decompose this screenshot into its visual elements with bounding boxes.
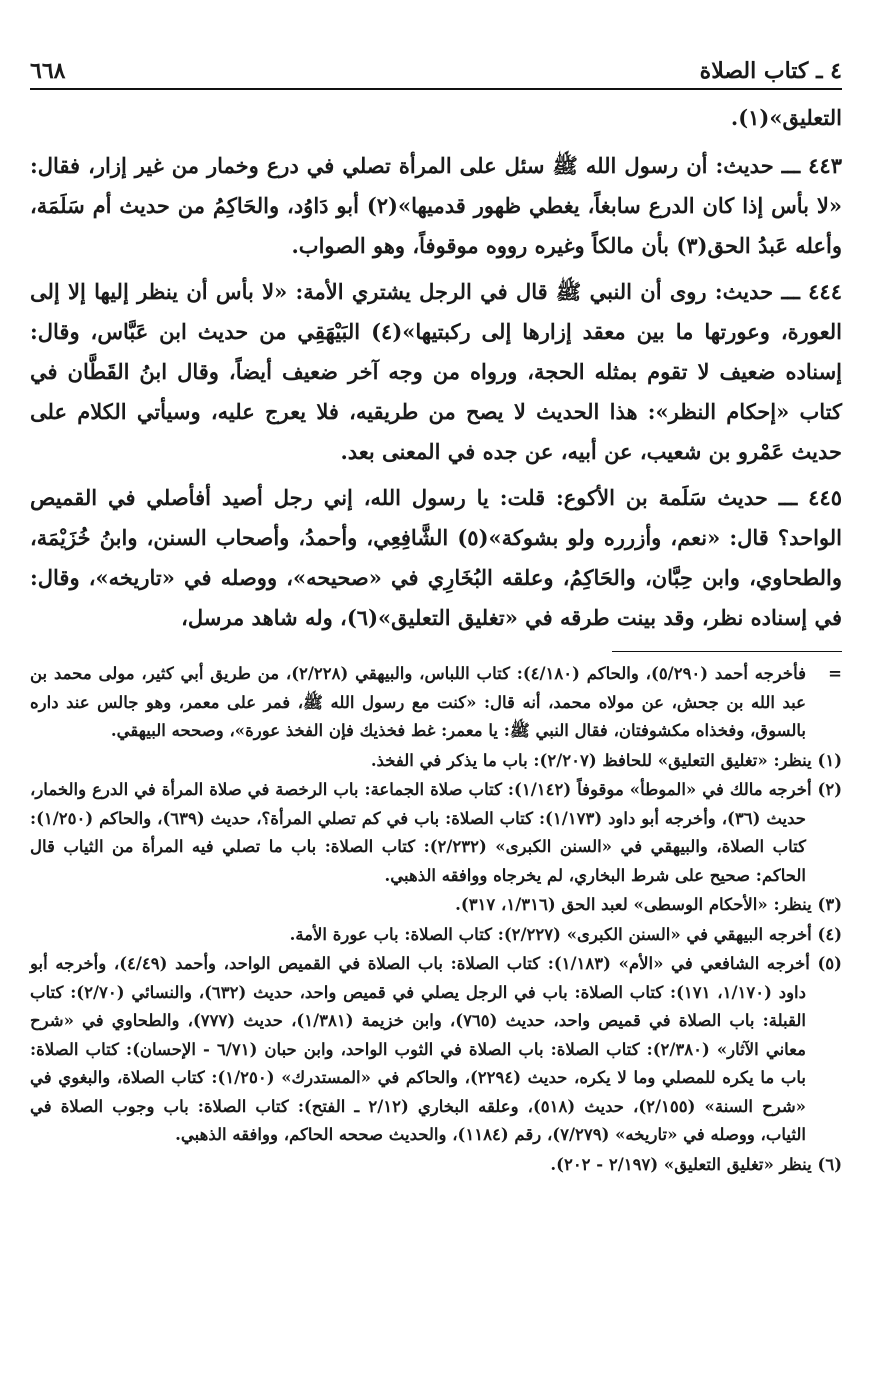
footnote-continuation: = فأخرجه أحمد (٥/٢٩٠)، والحاكم (٤/١٨٠): كتاب اللباس، والبيهقي (٢/٢٢٨)، من طريق أبي كثير، مولى محمد بن عبد الله بن جحش، عن مولاه محمد، أنه قال: «كنت مع رسول الله ﷺ، فمر على معمر، وهو جالس عند داره بالسوق، وفخذاه مكشوفتان، فقال النبي ﷺ: يا معمر: غط فخذيك فإن الفخذ عورة»، وصححه البيهقي. [30, 660, 842, 746]
footnotes-area [30, 0, 842, 1378]
hadith-443: ٤٤٣ ـــ حديث: أن رسول الله ﷺ سئل على المرأة تصلي في درع وخمار من غير إزار، فقال: «لا بأس إذا كان الدرع سابغاً، يغطي ظهور قدميها»(٢) أبو دَاوُد، والحَاكِمُ من حديث أم سَلَمَة، وأعله عَبدُ الحق(٣) بأن مالكاً وغيره رووه موقوفاً، وهو الصواب. [30, 153, 842, 258]
footnote-3: (٣) ينظر: «الأحكام الوسطى» لعبد الحق (١/٣١٦، ٣١٧). [455, 895, 842, 914]
page-number: ٦٦٨ [30, 58, 66, 84]
hadith-444: ٤٤٤ ـــ حديث: روى أن النبي ﷺ قال في الرجل يشتري الأمة: «لا بأس أن ينظر إليها إلا إلى العورة، وعورتها ما بين معقد إزارها إلى ركبتيها»(٤) البَيْهَقِي من حديث ابن عَبَّاس، وقال: إسناده ضعيف لا تقوم بمثله الحجة، ورواه من وجه آخر ضعيف أيضاً، وقال ابنُ القَطَّان في كتاب «إحكام النظر»: هذا الحديث لا يصح من طريقيه، فلا يعرج عليه، وسيأتي الكلام على حديث عَمْرو بن شعيب، عن أبيه، عن جده في المعنى بعد. [30, 279, 843, 464]
paragraph-continuation: التعليق»(١). [730, 105, 842, 130]
footnote-4: (٤) أخرجه البيهقي في «السنن الكبرى» (٢/٢٢٧): كتاب الصلاة: باب عورة الأمة. [289, 924, 842, 944]
footnote-1: (١) ينظر: «تغليق التعليق» للحافظ (٢/٢٠٧): باب ما يذكر في الفخذ. [370, 750, 842, 770]
footnote-6: (٦) ينظر «تغليق التعليق» (٢/١٩٧ - ٢٠٢). [550, 1154, 842, 1174]
footnotes [30, 660, 842, 1180]
footnote-5: (٥) أخرجه الشافعي في «الأم» (١/١٨٣): كتاب الصلاة: باب الصلاة في القميص الواحد، وأحمد (٤/٤٩)، وأخرجه أبو داود (١/١٧٠، ١٧١): كتاب الصلاة: باب في الرجل يصلي في قميص واحد، حديث (٦٣٢)، والنسائي (٢/٧٠): كتاب القبلة: باب الصلاة في قميص واحد، حديث (٧٦٥)، وابن خزيمة (١/٣٨١)، حديث (٧٧٧)، والطحاوي في «شرح معاني الآثار» (٢/٣٨٠): كتاب الصلاة: باب الصلاة في الثوب الواحد، وابن حبان (٦/٧١ - الإحسان): كتاب الصلاة: باب ما يكره للمصلي وما لا يكره، حديث (٢٢٩٤)، والحاكم في «المستدرك» (١/٢٥٠): كتاب الصلاة، والبغوي في «شرح السنة» (٢/١٥٥)، حديث (٥١٨)، وعلقه البخاري (٢/١٢ ـ الفتح): كتاب الصلاة: باب وجوب الصلاة في الثياب، ووصله في «تاريخه» (٧/٢٧٩)، رقم (١١٨٤)، والحديث صححه الحاكم، ووافقه الذهبي. [30, 954, 842, 1144]
hadith-445: ٤٤٥ ـــ حديث سَلَمة بن الأكوع: قلت: يا رسول الله، إني رجل أصيد أفأصلي في القميص الواحد؟ قال: «نعم، وأزرره ولو بشوكة»(٥) الشَّافِعِي، وأحمدُ، وأصحاب السنن، وابنُ خُزَيْمَة، والطحاوي، وابن حِبَّان، والحَاكِمُ، وعلقه البُخَارِي في «صحيحه»، ووصله في «تاريخه»، وقال: في إسناده نظر، وقد بينت طرقه في «تغليق التعليق»(٦)، وله شاهد مرسل، [30, 485, 842, 630]
footnote-2: (٢) أخرجه مالك في «الموطأ» موقوفاً (١/١٤٢): كتاب صلاة الجماعة: باب الرخصة في صلاة المرأة في الدرع والخمار، حديث (٣٦)، وأخرجه أبو داود (١/١٧٣): كتاب الصلاة: باب في كم تصلي المرأة؟، حديث (٦٣٩)، والحاكم (١/٢٥٠): كتاب الصلاة، والبيهقي في «السنن الكبرى» (٢/٢٣٢): كتاب الصلاة: باب ما تصلي فيه المرأة من الثياب قال الحاكم: صحيح على شرط البخاري، لم يخرجاه ووافقه الذهبي. [30, 780, 842, 885]
chapter-title: ٤ ـ كتاب الصلاة [699, 58, 842, 84]
